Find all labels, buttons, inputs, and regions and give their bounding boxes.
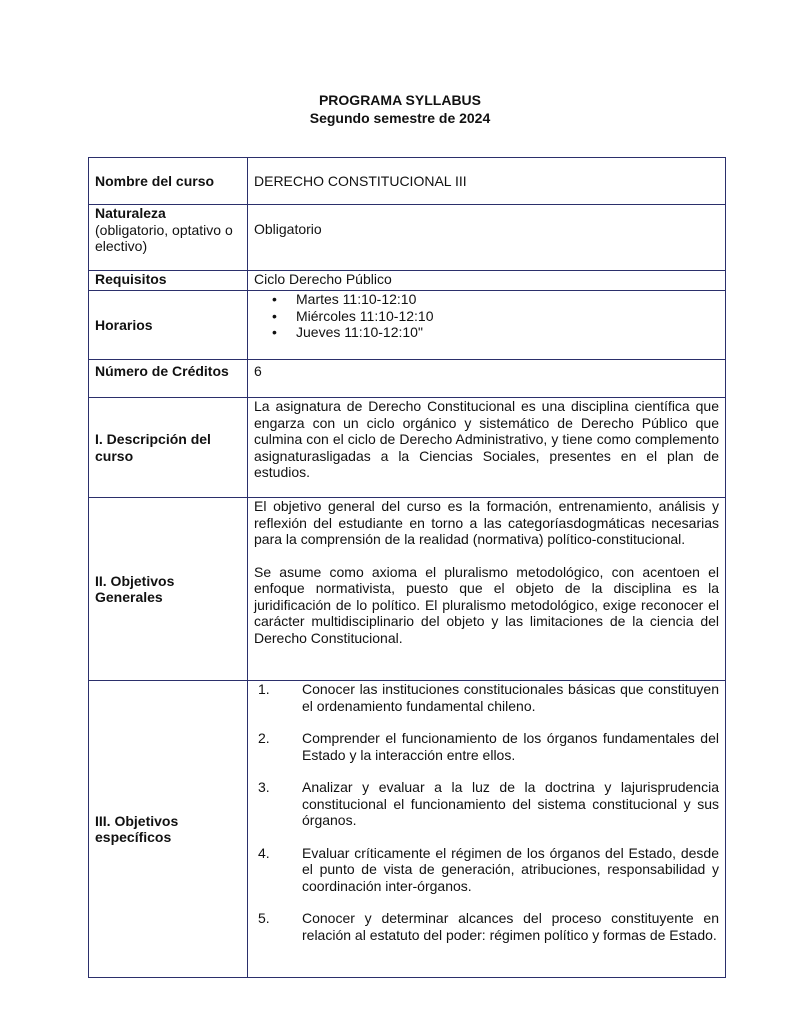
document-subtitle: Segundo semestre de 2024 — [309, 110, 491, 126]
label-descripcion: I. Descripción del curso — [89, 398, 248, 498]
row-obj-generales — [89, 498, 726, 681]
horario-item: • Martes 11:10-12:10 — [254, 291, 719, 308]
objetivo-text: Evaluar críticamente el régimen de los órganos del Estado, desde el punto de vista de generación, atribuciones, responsabilidad y coordinación inter-órganos. — [302, 844, 719, 894]
label-naturaleza-sub: (obligatorio, optativo o electivo) — [95, 221, 233, 254]
row-requisitos — [89, 271, 726, 291]
objetivo-item — [254, 910, 719, 943]
value-requisitos: Ciclo Derecho Público — [248, 271, 726, 291]
value-naturaleza — [248, 205, 726, 271]
horario-item: • Jueves 11:10-12:10" — [254, 324, 719, 341]
objetivo-num: 3. — [258, 779, 270, 795]
label-requisitos: Requisitos — [89, 271, 248, 291]
row-naturaleza — [89, 205, 726, 271]
obj-generales-paragraph: Se asume como axioma el pluralismo metodológico, con acentoen el enfoque normativista, puesto que el objeto de la disciplina es la juridificación de lo político. El pluralismo metodológico, exige reconocer el carácter multidisciplinario del objeto y las limitaciones de la ciencia del Derecho Constitucional. — [254, 563, 719, 646]
value-horarios — [248, 291, 726, 360]
horario-item: • Miércoles 11:10-12:10 — [254, 308, 719, 325]
label-horarios: Horarios — [89, 291, 248, 360]
objetivo-text: Comprender el funcionamiento de los órganos fundamentales del Estado y la interacción entre ellos. — [302, 730, 719, 763]
label-naturaleza — [89, 205, 248, 271]
row-horarios — [89, 291, 726, 360]
objetivo-num: 4. — [258, 844, 270, 861]
objetivo-text: Conocer las instituciones constitucionales básicas que constituyen el ordenamiento fundamental chileno. — [302, 681, 719, 714]
document-header — [0, 91, 800, 127]
row-descripcion — [89, 398, 726, 498]
label-obj-especificos: III. Objetivos específicos — [89, 681, 248, 978]
value-nombre: DERECHO CONSTITUCIONAL III — [248, 158, 726, 205]
objetivo-item — [254, 779, 719, 829]
value-obj-especificos — [248, 681, 726, 978]
document-title: PROGRAMA SYLLABUS — [318, 92, 482, 108]
label-naturaleza-title: Naturaleza — [95, 205, 166, 221]
label-obj-generales: II. Objetivos Generales — [89, 498, 248, 681]
value-naturaleza-text: Obligatorio — [254, 221, 322, 237]
objetivo-num: 5. — [258, 910, 270, 926]
objetivo-text: Conocer y determinar alcances del proceso constituyente en relación al estatuto del poder: régimen político y formas de Estado. — [302, 910, 719, 943]
objetivo-item — [254, 681, 719, 714]
row-nombre — [89, 158, 726, 205]
obj-generales-paragraph: El objetivo general del curso es la formación, entrenamiento, análisis y reflexión del estudiante en torno a las categoríasdogmáticas necesarias para la comprensión de la realidad (normativa) político-constitucional. — [254, 498, 719, 547]
objetivo-item — [254, 845, 719, 895]
value-obj-generales — [248, 498, 726, 681]
objetivo-num: 2. — [258, 730, 270, 746]
horarios-list — [254, 291, 719, 341]
objetivos-list — [254, 681, 719, 943]
objetivo-num: 1. — [258, 681, 270, 697]
objetivo-text: Analizar y evaluar a la luz de la doctrina y lajurisprudencia constitucional el funcionamiento del sistema constitucional y sus órganos. — [302, 779, 719, 828]
syllabus-table — [88, 157, 726, 978]
label-nombre: Nombre del curso — [89, 158, 248, 205]
value-descripcion: La asignatura de Derecho Constitucional es una disciplina científica que engarza con un ciclo orgánico y sistemático de Derecho Público que culmina con el ciclo de Derecho Administrativo, y tiene como complemento asignaturasligadas a la Ciencias Sociales, presentes en el plan de estudios. — [248, 398, 726, 498]
value-creditos: 6 — [248, 360, 726, 398]
row-creditos — [89, 360, 726, 398]
label-creditos: Número de Créditos — [89, 360, 248, 398]
row-obj-especificos — [89, 681, 726, 978]
objetivo-item — [254, 730, 719, 763]
